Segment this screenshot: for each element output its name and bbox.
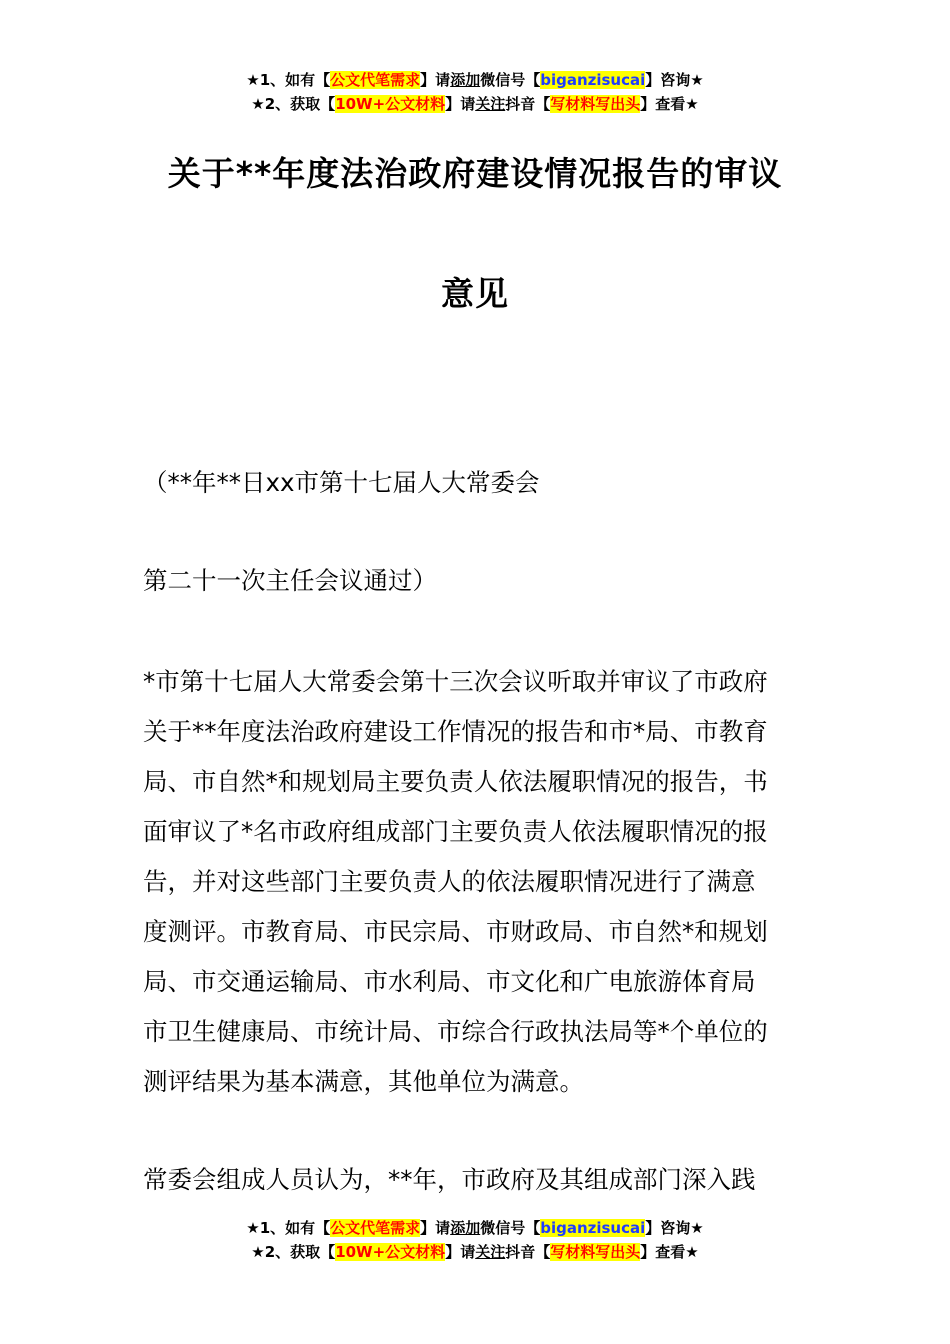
paragraph-line: 局、市交通运输局、市水利局、市文化和广电旅游体育局 (143, 967, 756, 996)
promo-text: ★2、获取【 (251, 95, 336, 113)
promo-highlight-materials: 10W+公文材料 (335, 1243, 446, 1261)
promo-text: ★1、如有【 (246, 1219, 331, 1237)
promo-underline-follow: 关注 (475, 95, 506, 113)
promo-line-1 (0, 1216, 950, 1240)
promo-highlight-materials: 10W+公文材料 (335, 95, 446, 113)
promo-line-2 (0, 1240, 950, 1264)
body-paragraph-2-line-1: 常委会组成人员认为，**年，市政府及其组成部门深入践 (143, 1165, 756, 1194)
promo-underline-follow: 关注 (475, 1243, 506, 1261)
document-title-line-1: 关于**年度法治政府建设情况报告的审议 (167, 154, 783, 193)
paragraph-line: *市第十七届人大常委会第十三次会议听取并审议了市政府 (143, 667, 768, 696)
meeting-note-line-1: （**年**日xx市第十七届人大常委会 (143, 468, 540, 497)
promo-text: 】请 (445, 1243, 476, 1261)
promo-line-2 (0, 92, 950, 116)
promo-text: 】查看★ (640, 1243, 699, 1261)
promo-text: 微信号【 (480, 1219, 541, 1237)
top-promo-banner (0, 68, 950, 116)
paragraph-line: 度测评。市教育局、市民宗局、市财政局、市自然*和规划 (143, 917, 768, 946)
promo-text: 】咨询★ (645, 1219, 704, 1237)
promo-wechat-id: biganzisucai (540, 1219, 646, 1237)
promo-text: 】请 (420, 71, 451, 89)
promo-underline-add: 添加 (450, 1219, 481, 1237)
promo-text: 】咨询★ (645, 71, 704, 89)
paragraph-line: 告，并对这些部门主要负责人的依法履职情况进行了满意 (143, 867, 756, 896)
promo-text: 抖音【 (505, 95, 551, 113)
paragraph-line: 关于**年度法治政府建设工作情况的报告和市*局、市教育 (143, 717, 768, 746)
bottom-promo-banner (0, 1216, 950, 1264)
paragraph-line: 市卫生健康局、市统计局、市综合行政执法局等*个单位的 (143, 1017, 768, 1046)
promo-highlight-service: 公文代笔需求 (330, 1219, 421, 1237)
promo-wechat-id: biganzisucai (540, 71, 646, 89)
paragraph-line: 面审议了*名市政府组成部门主要负责人依法履职情况的报 (143, 817, 768, 846)
promo-text: ★1、如有【 (246, 71, 331, 89)
promo-text: ★2、获取【 (251, 1243, 336, 1261)
meeting-note-line-2: 第二十一次主任会议通过） (143, 566, 437, 595)
body-paragraph-1 (143, 657, 813, 1107)
promo-line-1 (0, 68, 950, 92)
promo-text: 抖音【 (505, 1243, 551, 1261)
promo-highlight-service: 公文代笔需求 (330, 71, 421, 89)
paragraph-line: 局、市自然*和规划局主要负责人依法履职情况的报告，书 (143, 767, 768, 796)
paragraph-line: 测评结果为基本满意，其他单位为满意。 (143, 1067, 584, 1096)
promo-text: 】请 (420, 1219, 451, 1237)
promo-text: 】查看★ (640, 95, 699, 113)
document-title-line-2: 意见 (441, 274, 509, 313)
promo-douyin-account: 写材料写出头 (550, 95, 641, 113)
promo-douyin-account: 写材料写出头 (550, 1243, 641, 1261)
promo-text: 】请 (445, 95, 476, 113)
promo-underline-add: 添加 (450, 71, 481, 89)
promo-text: 微信号【 (480, 71, 541, 89)
